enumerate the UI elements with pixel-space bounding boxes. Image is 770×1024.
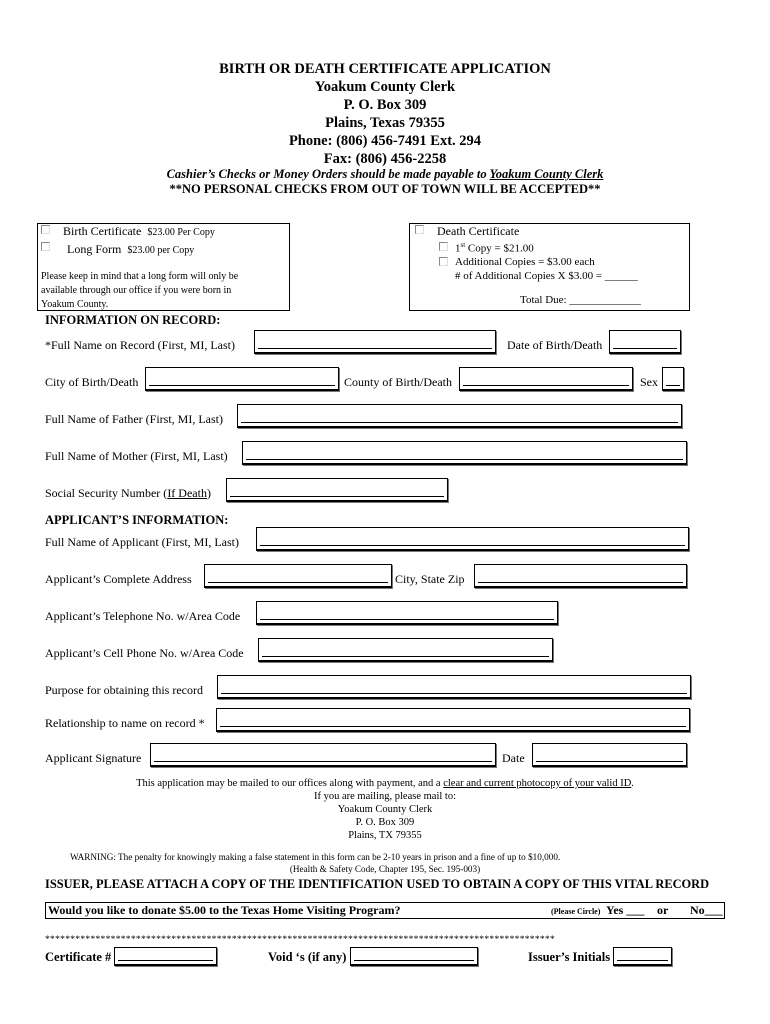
long-form-note-3: Yoakum County. [41,299,109,310]
additional-copies-checkbox[interactable] [439,257,448,266]
city-state-zip-field[interactable] [474,564,687,588]
issuer-initials-field[interactable] [613,947,672,966]
please-circle: (Please Circle) [551,907,601,916]
record-full-name-label: *Full Name on Record (First, MI, Last) [45,338,235,352]
date-of-birth-death-label: Date of Birth/Death [507,338,603,352]
office-phone: Phone: (806) 456-7491 Ext. 294 [288,133,482,149]
death-certificate-checkbox[interactable] [415,225,424,234]
father-name-label: Full Name of Father (First, MI, Last) [45,412,223,426]
county-of-birth-death-field[interactable] [459,367,633,391]
office-city: Plains, Texas 79355 [325,115,445,131]
relationship-field[interactable] [216,708,690,732]
info-on-record-heading: INFORMATION ON RECORD: [45,313,221,327]
purpose-field[interactable] [217,675,691,699]
record-full-name-field[interactable] [254,330,496,354]
long-form-checkbox[interactable] [41,242,50,251]
mailing-line-4: P. O. Box 309 [355,817,415,828]
relationship-label: Relationship to name on record * [45,716,205,730]
long-form-label: Long Form $23.00 per Copy [67,242,195,256]
mother-name-label: Full Name of Mother (First, MI, Last) [45,449,228,463]
mother-name-field[interactable] [242,441,687,465]
voids-field[interactable] [350,947,478,966]
additional-copies-calc: # of Additional Copies X $3.00 = ______ [455,270,638,282]
signature-date-field[interactable] [532,743,687,767]
ssn-label: Social Security Number (If Death) [45,486,211,500]
first-copy-label: 1st Copy = $21.00 [455,241,534,255]
applicant-signature-field[interactable] [150,743,496,767]
applicant-address-field[interactable] [204,564,392,588]
issuer-notice: ISSUER, PLEASE ATTACH A COPY OF THE IDENTIFICATION USED TO OBTAIN A COPY OF THIS VITAL RECORD [45,877,710,891]
county-of-birth-death-label: County of Birth/Death [344,375,452,389]
father-name-field[interactable] [237,404,682,428]
applicant-cell-label: Applicant’s Cell Phone No. w/Area Code [45,646,244,660]
warning-line-1: WARNING: The penalty for knowingly making a false statement in this form can be 2-10 years in prison and a fine of up to $10,000. [70,852,561,862]
issuer-initials-label: Issuer’s Initials [528,950,611,964]
mailing-line-1: This application may be mailed to our offices along with payment, and a clear and current photocopy of your valid ID. [136,778,634,789]
applicant-telephone-label: Applicant’s Telephone No. w/Area Code [45,609,241,623]
mailing-line-5: Plains, TX 79355 [348,830,422,841]
sex-field[interactable] [662,367,684,391]
city-of-birth-death-field[interactable] [145,367,339,391]
office-fax: Fax: (806) 456-2258 [323,151,447,167]
donate-or: or [657,903,669,917]
sex-label: Sex [640,375,658,389]
first-copy-checkbox[interactable] [439,242,448,251]
long-form-note-1: Please keep in mind that a long form will only be [41,271,239,282]
no-personal-checks: **NO PERSONAL CHECKS FROM OUT OF TOWN WILL BE ACCEPTED** [169,182,601,196]
certificate-number-label: Certificate # [45,950,112,964]
applicant-name-field[interactable] [256,527,689,551]
office-pobox: P. O. Box 309 [343,97,427,113]
certificate-number-field[interactable] [114,947,217,966]
applicant-info-heading: APPLICANT’S INFORMATION: [45,513,229,527]
ssn-field[interactable] [226,478,448,502]
office-name: Yoakum County Clerk [314,79,456,95]
applicant-telephone-field[interactable] [256,601,558,625]
date-of-birth-death-field[interactable] [609,330,681,354]
donate-question: Would you like to donate $5.00 to the Texas Home Visiting Program? [48,903,401,917]
payable-note: Cashier’s Checks or Money Orders should be made payable to Yoakum County Clerk [166,167,604,181]
death-certificate-label: Death Certificate [437,224,520,238]
mailing-line-2: If you are mailing, please mail to: [314,791,456,802]
applicant-signature-label: Applicant Signature [45,751,142,765]
donate-no[interactable]: No___ [690,903,723,917]
donate-yes[interactable]: Yes ___ [606,903,645,917]
birth-certificate-label: Birth Certificate $23.00 Per Copy [63,224,215,238]
signature-date-label: Date [502,751,525,765]
voids-label: Void ‘s (if any) [268,950,347,964]
city-of-birth-death-label: City of Birth/Death [45,375,139,389]
form-title: BIRTH OR DEATH CERTIFICATE APPLICATION [219,61,551,77]
long-form-note-2: available through our office if you were born in [41,285,232,296]
purpose-label: Purpose for obtaining this record [45,683,203,697]
city-state-zip-label: City, State Zip [395,572,465,586]
applicant-cell-field[interactable] [258,638,553,662]
total-due: Total Due: _____________ [520,294,641,306]
warning-line-2: (Health & Safety Code, Chapter 195, Sec. 195-003) [289,864,481,874]
mailing-line-3: Yoakum County Clerk [337,804,433,815]
birth-certificate-checkbox[interactable] [41,225,50,234]
applicant-name-label: Full Name of Applicant (First, MI, Last) [45,535,239,549]
payable-to: Yoakum County Clerk [489,167,604,181]
applicant-address-label: Applicant’s Complete Address [45,572,192,586]
additional-copies-label: Additional Copies = $3.00 each [455,256,595,268]
separator-stars: ***************************************************************************************************** [45,935,556,945]
